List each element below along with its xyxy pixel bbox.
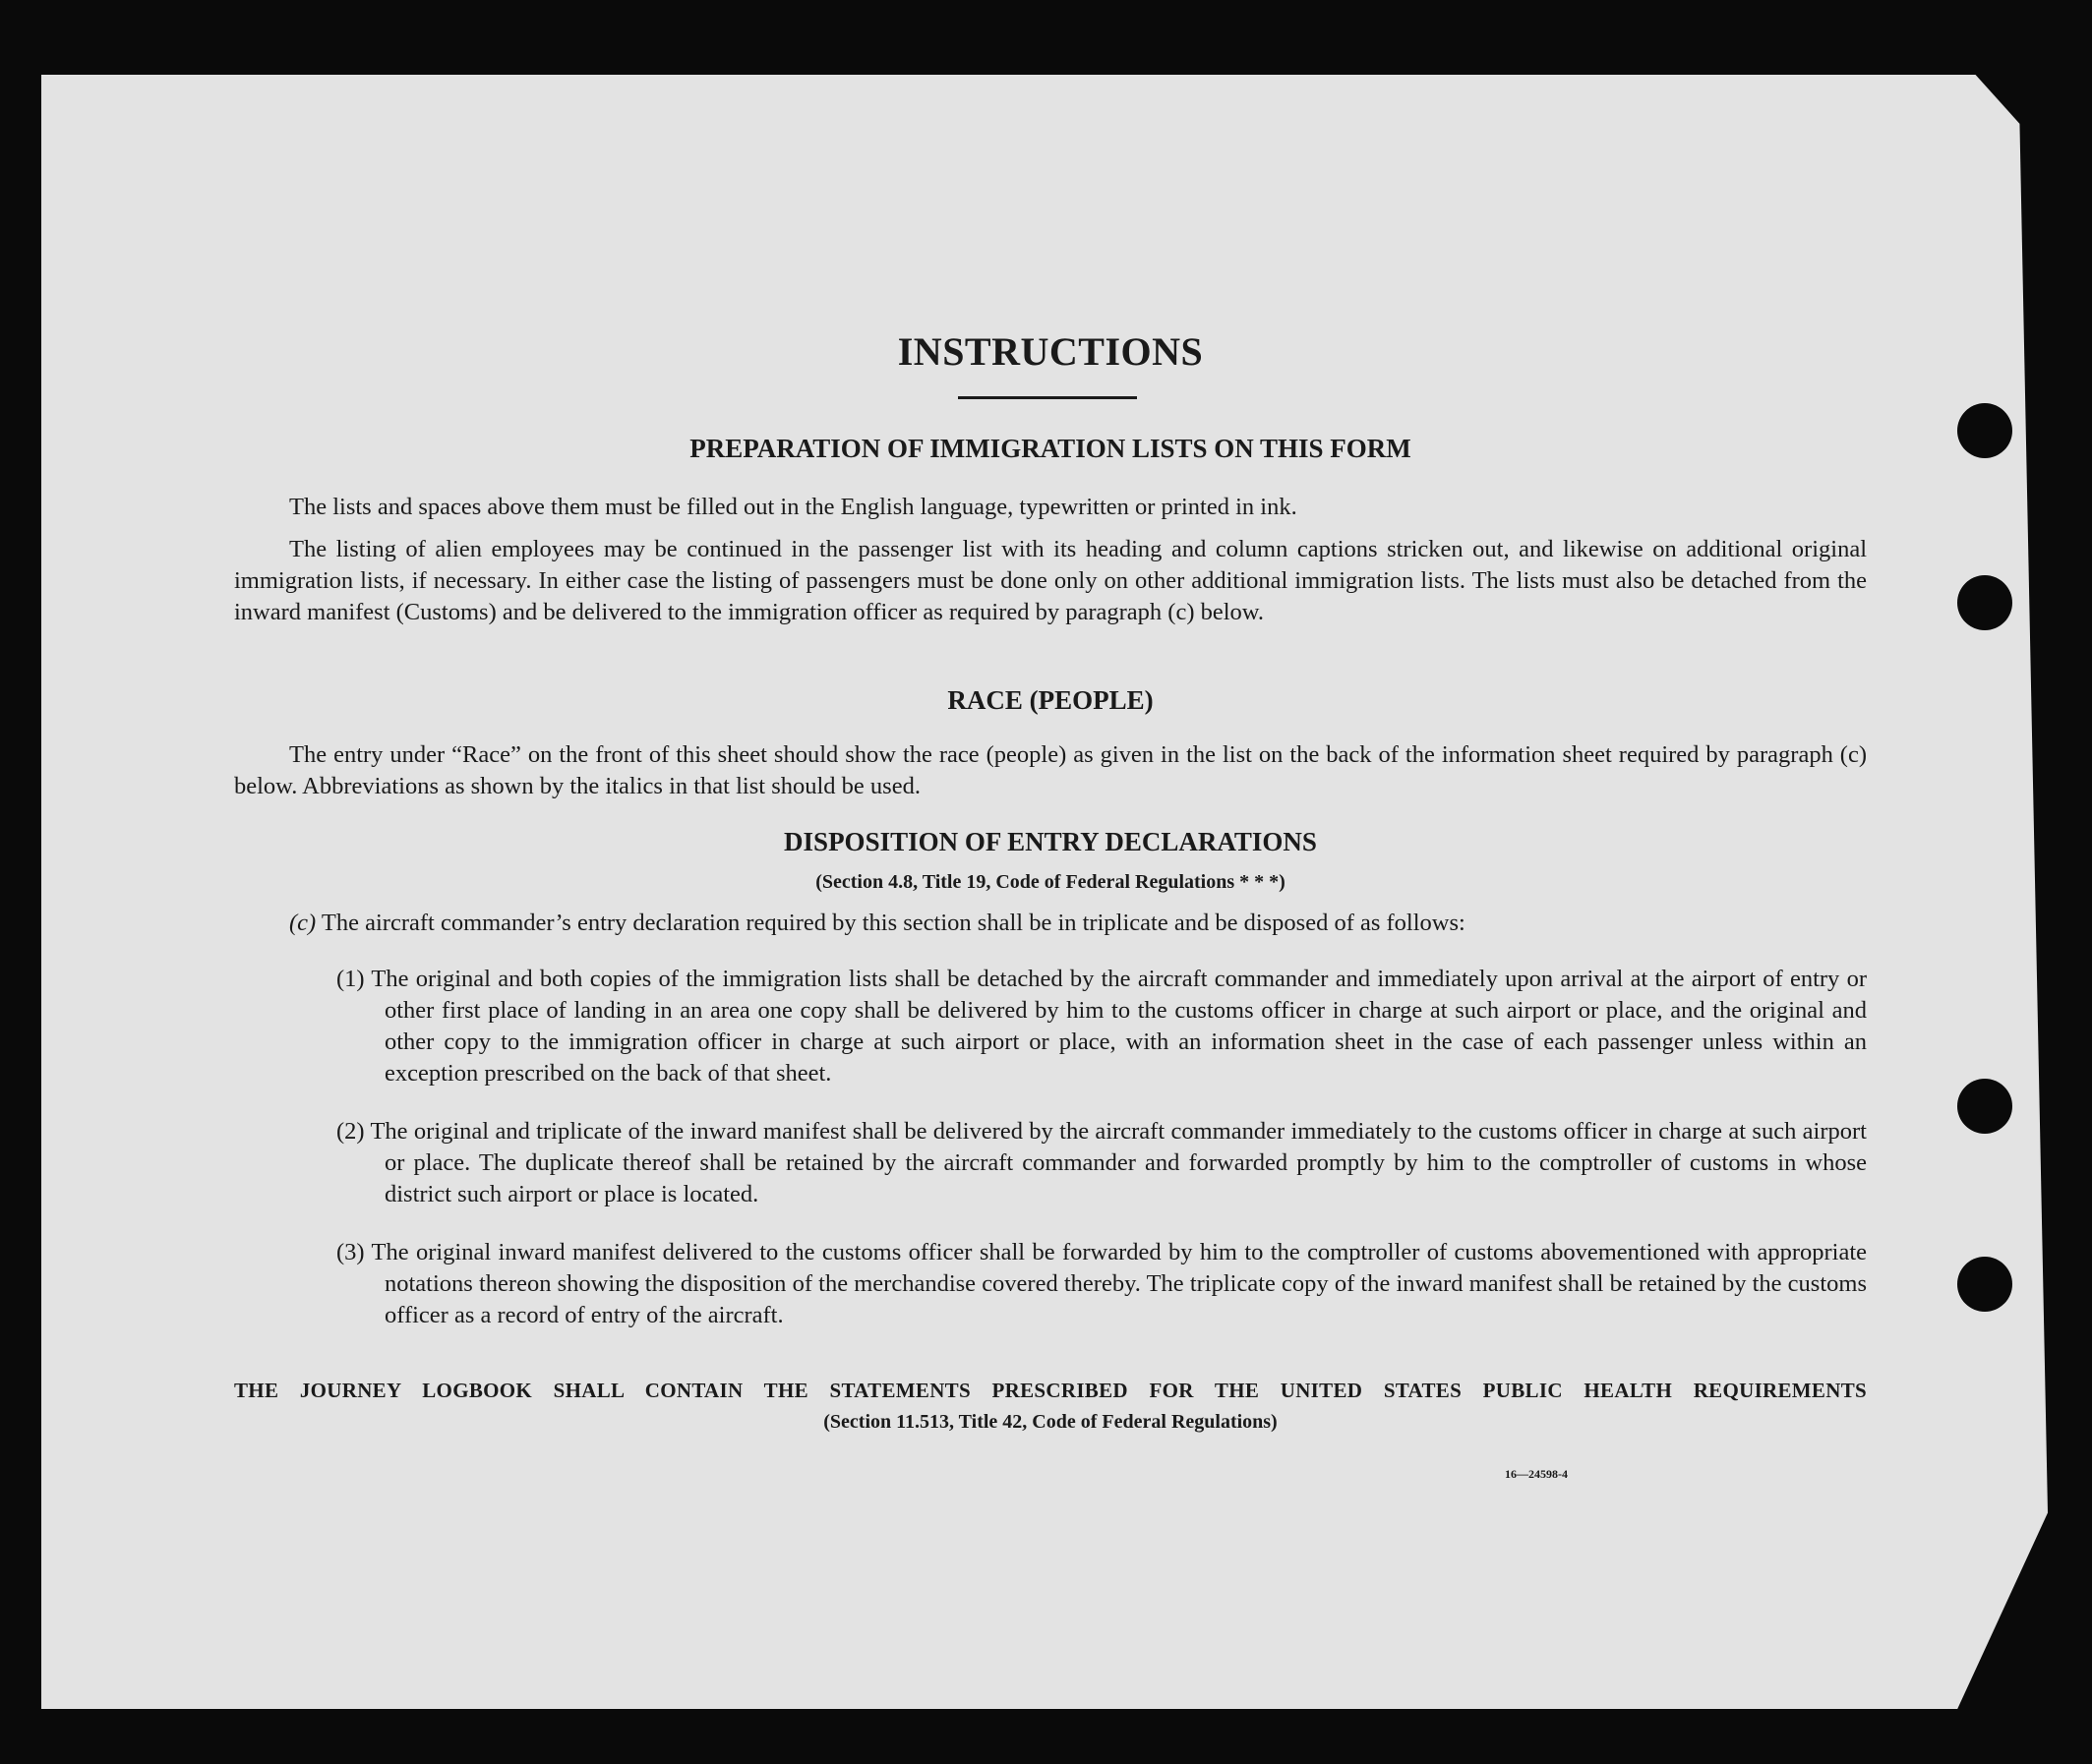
paragraph-alien-employees: The listing of alien employees may be continued in the passenger list with its heading and column captions stricken out, and likewise on additional original immigration lists, if necessary. In either case the listing of passengers must be done only on other additional immigration lists. The lists must also be detached from the inward manifest (Customs) and be delivered to the immigration officer as required by paragraph (c) below. bbox=[234, 536, 1867, 625]
paragraph-marker: (c) bbox=[289, 910, 317, 936]
punch-hole bbox=[1957, 575, 2012, 630]
form-number: 16—24598-4 bbox=[1505, 1467, 1568, 1481]
punch-hole bbox=[1957, 1079, 2012, 1134]
footer-citation: (Section 11.513, Title 42, Code of Federal Regulations) bbox=[823, 1411, 1278, 1433]
list-item: (1) The original and both copies of the immigration lists shall be detached by the aircraft commander and immediately upon arrival at the airport of entry or other first place of landing in an area one copy shall be delivered by him to the customs officer in charge at such airport or place, and the original and other copy to the immigration officer in charge at such airport or place, with an information sheet in the case of each passenger unless within an exception prescribed on the back of that sheet. bbox=[336, 966, 1867, 1087]
list-item: (2) The original and triplicate of the inward manifest shall be delivered by the aircraft commander immediately to the customs officer in charge at such airport or place. The duplicate thereof shall be retained by the aircraft commander and forwarded promptly by him to the comptroller of customs in whose district such airport or place is located. bbox=[336, 1118, 1867, 1207]
footer-statement: THE JOURNEY LOGBOOK SHALL CONTAIN THE STATEMENTS PRESCRIBED FOR THE UNITED STATES PUBLIC HEALTH REQUIREMENTS bbox=[234, 1379, 1867, 1402]
paragraph-intro bbox=[289, 908, 1867, 939]
punch-hole bbox=[1957, 403, 2012, 458]
page-title: INSTRUCTIONS bbox=[897, 329, 1204, 374]
title-underline bbox=[958, 396, 1137, 399]
section-citation: (Section 4.8, Title 19, Code of Federal Regulations * * *) bbox=[815, 871, 1285, 893]
paragraph-language: The lists and spaces above them must be filled out in the English language, typewritten or printed in ink. bbox=[289, 494, 1297, 520]
section-heading-disposition: DISPOSITION OF ENTRY DECLARATIONS bbox=[784, 827, 1317, 856]
intro-text: The aircraft commander’s entry declaration required by this section shall be in triplicate and be disposed of as follows: bbox=[321, 910, 1465, 936]
punch-hole bbox=[1957, 1257, 2012, 1312]
section-heading-race: RACE (PEOPLE) bbox=[947, 685, 1154, 715]
section-heading-preparation: PREPARATION OF IMMIGRATION LISTS ON THIS FORM bbox=[689, 434, 1411, 463]
paragraph-race: The entry under “Race” on the front of this sheet should show the race (people) as given in the list on the back of the information sheet required by paragraph (c) below. Abbreviations as shown by the italics in that list should be used. bbox=[234, 741, 1867, 799]
list-item: (3) The original inward manifest delivered to the customs officer shall be forwarded by him to the comptroller of customs abovementioned with appropriate notations thereon showing the disposition of the merchandise covered thereby. The triplicate copy of the inward manifest shall be retained by the customs officer as a record of entry of the aircraft. bbox=[336, 1239, 1867, 1328]
